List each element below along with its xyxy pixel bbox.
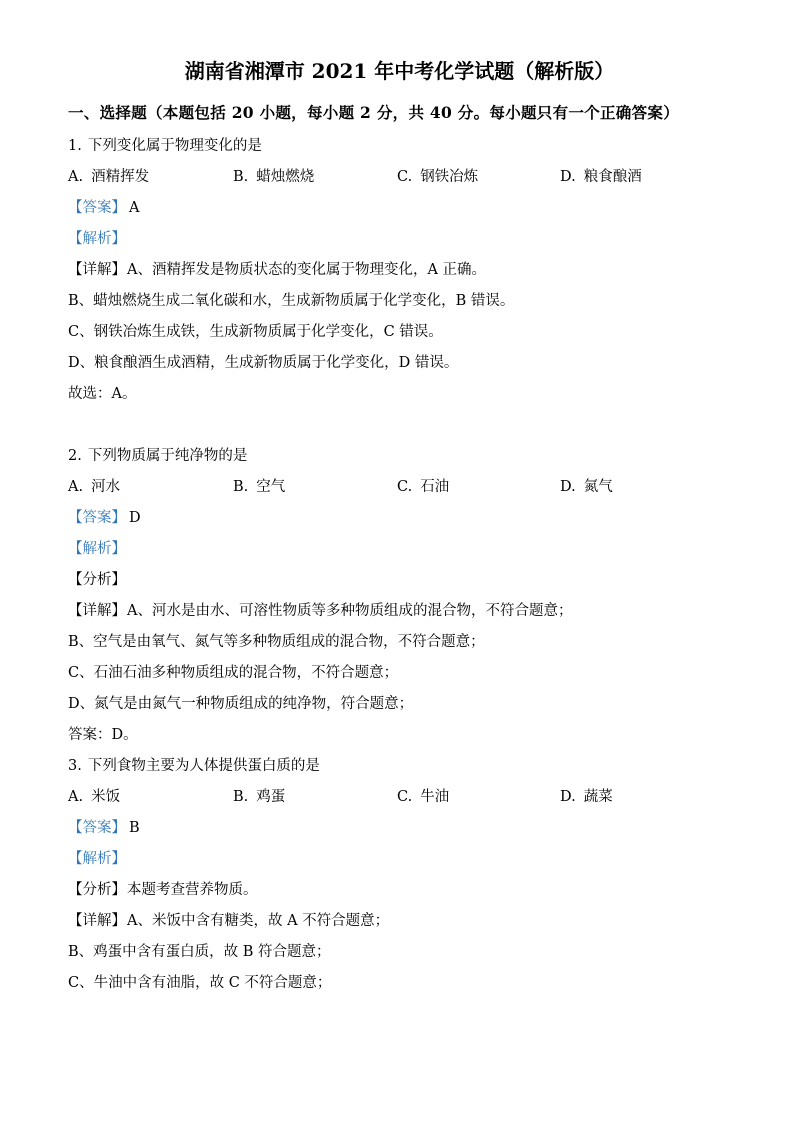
- detail-label: 【详解】: [68, 913, 126, 929]
- detail-text: D、粮食酿酒生成酒精，生成新物质属于化学变化，D 错误。: [68, 355, 459, 371]
- option-text: 河水: [91, 479, 121, 495]
- option-key: B.: [233, 789, 249, 805]
- option-text: 氮气: [583, 479, 613, 495]
- option-d: [560, 477, 731, 497]
- detail-line: [68, 353, 731, 373]
- question-text: 下列食物主要为人体提供蛋白质的是: [87, 758, 320, 774]
- detail-text: 故选：A。: [68, 386, 137, 402]
- option-key: B.: [233, 169, 249, 185]
- question-3-answer: [68, 818, 731, 838]
- analysis-label: 【分析】: [68, 572, 126, 588]
- jiexi-label: 【解析】: [68, 851, 126, 867]
- option-d: [560, 787, 731, 807]
- question-text: 下列物质属于纯净物的是: [87, 448, 248, 464]
- detail-label: 【详解】: [68, 262, 126, 278]
- detail-line: [68, 632, 731, 652]
- option-b: [233, 477, 397, 497]
- option-key: A.: [68, 169, 84, 185]
- detail-text: B、空气是由氧气、氮气等多种物质组成的混合物，不符合题意；: [68, 634, 485, 650]
- option-b: [233, 787, 397, 807]
- question-2-stem: [68, 446, 731, 466]
- option-text: 空气: [256, 479, 286, 495]
- answer-label: 【答案】: [68, 510, 126, 526]
- option-d: [560, 167, 731, 187]
- option-text: 石油: [420, 479, 450, 495]
- question-1-stem: [68, 136, 731, 156]
- page-title: 湖南省湘潭市 2021 年中考化学试题（解析版）: [184, 59, 615, 83]
- option-text: 蜡烛燃烧: [256, 169, 315, 185]
- option-a: [68, 787, 233, 807]
- option-c: [397, 477, 560, 497]
- jiexi-label: 【解析】: [68, 231, 126, 247]
- detail-text: B、蜡烛燃烧生成二氧化碳和水，生成新物质属于化学变化，B 错误。: [68, 293, 515, 309]
- detail-text: A、米饭中含有糖类，故 A 不符合题意；: [127, 913, 390, 929]
- question-2-answer: [68, 508, 731, 528]
- option-a: [68, 167, 233, 187]
- option-key: D.: [560, 789, 576, 805]
- option-c: [397, 787, 560, 807]
- option-text: 钢铁冶炼: [420, 169, 479, 185]
- question-3-options: [68, 787, 731, 807]
- question-number: 3.: [68, 758, 82, 774]
- analysis-text: 本题考查营养物质。: [127, 882, 258, 898]
- question-1-answer: [68, 198, 731, 218]
- option-key: C.: [397, 169, 413, 185]
- question-3-stem: [68, 756, 731, 776]
- analysis-line: [68, 880, 731, 900]
- analysis-label: 【分析】: [68, 882, 126, 898]
- option-text: 蔬菜: [583, 789, 613, 805]
- section-heading: 一、选择题（本题包括 20 小题，每小题 2 分，共 40 分。每小题只有一个正确答案）: [68, 103, 680, 122]
- question-1-jiexi: [68, 229, 731, 249]
- detail-text: C、牛油中含有油脂，故 C 不符合题意；: [68, 975, 332, 991]
- option-key: A.: [68, 479, 84, 495]
- option-key: D.: [560, 169, 576, 185]
- answer-value: B: [129, 820, 140, 836]
- detail-line: [68, 942, 731, 962]
- jiexi-label: 【解析】: [68, 541, 126, 557]
- detail-line: [68, 694, 731, 714]
- blank-line: [68, 415, 731, 446]
- option-text: 粮食酿酒: [583, 169, 642, 185]
- conclusion-line: [68, 384, 731, 404]
- option-key: C.: [397, 789, 413, 805]
- detail-text: 答案：D。: [68, 727, 138, 743]
- detail-text: C、石油石油多种物质组成的混合物，不符合题意；: [68, 665, 399, 681]
- question-3-jiexi: [68, 849, 731, 869]
- answer-label: 【答案】: [68, 200, 126, 216]
- option-key: B.: [233, 479, 249, 495]
- detail-line: [68, 911, 731, 931]
- detail-text: B、鸡蛋中含有蛋白质，故 B 符合题意；: [68, 944, 331, 960]
- option-key: D.: [560, 479, 576, 495]
- detail-line: [68, 260, 731, 280]
- question-number: 2.: [68, 448, 82, 464]
- detail-text: C、钢铁冶炼生成铁，生成新物质属于化学变化，C 错误。: [68, 324, 443, 340]
- option-c: [397, 167, 560, 187]
- detail-line: [68, 663, 731, 683]
- detail-text: A、酒精挥发是物质状态的变化属于物理变化，A 正确。: [127, 262, 487, 278]
- answer-value: A: [129, 200, 140, 216]
- detail-label: 【详解】: [68, 603, 126, 619]
- answer-label: 【答案】: [68, 820, 126, 836]
- answer-value: D: [129, 510, 141, 526]
- option-b: [233, 167, 397, 187]
- question-2-options: [68, 477, 731, 497]
- option-text: 鸡蛋: [256, 789, 286, 805]
- question-2-jiexi: [68, 539, 731, 559]
- detail-line: [68, 601, 731, 621]
- detail-text: D、氮气是由氮气一种物质组成的纯净物，符合题意；: [68, 696, 414, 712]
- detail-line: [68, 322, 731, 342]
- conclusion-line: [68, 725, 731, 745]
- option-key: C.: [397, 479, 413, 495]
- question-1-options: [68, 167, 731, 187]
- option-text: 牛油: [420, 789, 450, 805]
- option-key: A.: [68, 789, 84, 805]
- analysis-line: [68, 570, 731, 590]
- detail-line: [68, 291, 731, 311]
- option-text: 米饭: [91, 789, 121, 805]
- option-a: [68, 477, 233, 497]
- question-text: 下列变化属于物理变化的是: [87, 138, 262, 154]
- detail-text: A、河水是由水、可溶性物质等多种物质组成的混合物，不符合题意；: [127, 603, 573, 619]
- question-number: 1.: [68, 138, 82, 154]
- option-text: 酒精挥发: [91, 169, 150, 185]
- detail-line: [68, 973, 731, 993]
